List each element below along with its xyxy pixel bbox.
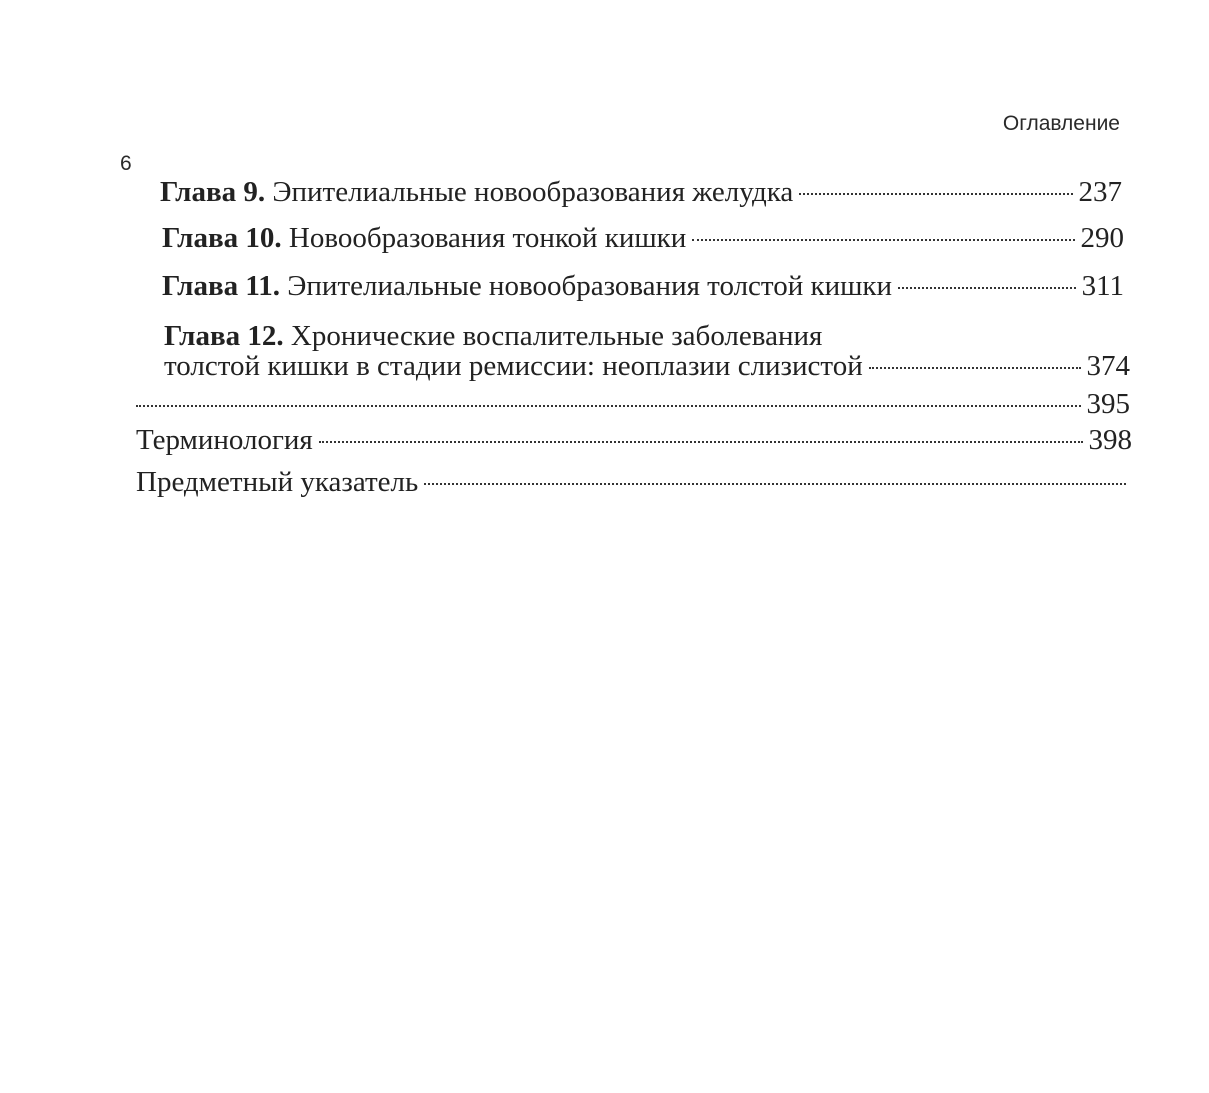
dot-leader: [898, 287, 1076, 289]
toc-entry-continuation[interactable]: [130, 388, 1130, 428]
page-header-title: Оглавление: [1002, 112, 1120, 135]
toc-entry-subject-index[interactable]: [136, 466, 1132, 506]
toc-chapter-label: Глава 10.: [162, 222, 282, 254]
toc-chapter-title: Новообразования тонкой кишки: [281, 222, 687, 254]
dot-leader: [319, 441, 1083, 443]
toc-page-number: 237: [1078, 176, 1122, 208]
toc-chapter-label: Глава 11.: [162, 270, 281, 302]
toc-entry-title: Предметный указатель: [136, 466, 419, 498]
page-number: 6: [120, 152, 132, 175]
toc-entry-title: [160, 176, 793, 209]
toc-entry-chapter-11[interactable]: [162, 270, 1124, 310]
dot-leader: [869, 367, 1081, 369]
toc-entry-chapter-9[interactable]: [160, 176, 1122, 216]
toc-entry-title: [162, 270, 892, 303]
toc-page-number: 311: [1081, 270, 1124, 302]
dot-leader: [799, 193, 1072, 195]
toc-page-number: 290: [1080, 222, 1124, 254]
toc-chapter-title: Хронические воспалительные заболевания: [283, 320, 823, 352]
toc-page-number: 374: [1086, 350, 1130, 382]
toc-chapter-label: Глава 12.: [164, 320, 284, 352]
toc-chapter-label: Глава 9.: [160, 176, 266, 208]
toc-page-number: 398: [1088, 424, 1132, 456]
toc-entry-title: Терминология: [136, 424, 313, 456]
toc-page-number: 395: [1086, 388, 1130, 420]
dot-leader: [424, 483, 1126, 485]
toc-entry-title: [162, 222, 686, 255]
toc-entry-chapter-12-continued[interactable]: [164, 350, 1130, 390]
toc-chapter-title: Эпителиальные новообразования толстой кишки: [280, 270, 893, 302]
dot-leader: [136, 405, 1081, 407]
toc-chapter-title: Эпителиальные новообразования желудка: [265, 176, 794, 208]
toc-entry-title-continued: толстой кишки в стадии ремиссии: неоплазии слизистой: [164, 350, 863, 382]
dot-leader: [692, 239, 1074, 241]
toc-entry-terminology[interactable]: [136, 424, 1132, 464]
toc-entry-chapter-10[interactable]: [162, 222, 1124, 262]
toc-entry-title: [164, 320, 822, 353]
